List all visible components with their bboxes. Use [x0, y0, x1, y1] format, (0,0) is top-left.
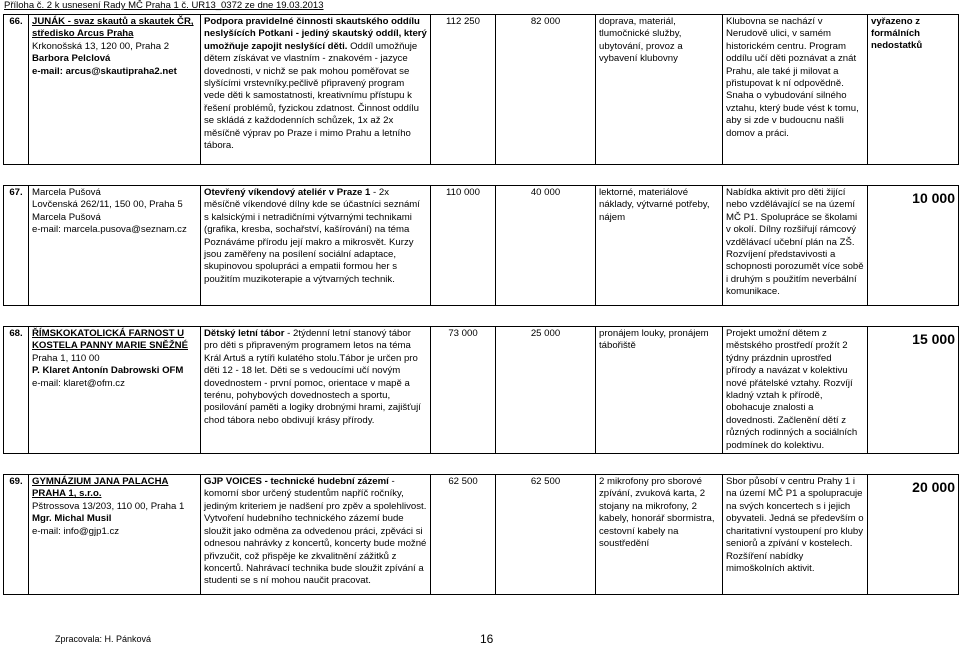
applicant-name: GYMNÁZIUM JANA PALACHA — [32, 476, 169, 488]
row-spacer — [4, 306, 959, 327]
contact-person: Mgr. Michal Musil — [32, 513, 112, 525]
purpose-cell: pronájem louky, pronájem tábořiště — [596, 327, 723, 454]
purpose-cell: lektorné, materiálové náklady, výtvarné potřeby, nájem — [596, 186, 723, 306]
grant-amount: vyřazeno z formálních nedostatků — [868, 15, 959, 165]
contact-email: e-mail: arcus@skautipraha2.net — [32, 65, 177, 77]
row-spacer — [4, 454, 959, 475]
row-number: 67. — [4, 186, 29, 306]
applicant-cell — [29, 15, 201, 165]
applicant-address: Lovčenská 262/11, 150 00, Praha 5 — [32, 199, 183, 211]
requested-amount: 62 500 — [496, 475, 596, 595]
justification-cell: Projekt umožní dětem z městského prostředí prožít 2 týdny prázdnin uprostřed přírody a navázat v kolektivu nové přátelské vztahy. Rozvíjí kladný vztah k přírodě, obohacuje znalosti a dovednosti. Začlenění dětí z různých rodinných a sociálních podmínek do kolektivu. — [723, 327, 868, 454]
applicant-name-2: PRAHA 1, s.r.o. — [32, 488, 102, 500]
total-cost: 73 000 — [431, 327, 496, 454]
requested-amount: 40 000 — [496, 186, 596, 306]
purpose-cell: doprava, materiál, tlumočnické služby, ubytování, provoz a vybavení klubovny — [596, 15, 723, 165]
applicant-name-2: středisko Arcus Praha — [32, 28, 134, 40]
grant-amount: 10 000 — [868, 186, 959, 306]
page-number: 16 — [480, 632, 494, 646]
grant-amount: 20 000 — [868, 475, 959, 595]
applicant-cell — [29, 475, 201, 595]
total-cost: 112 250 — [431, 15, 496, 165]
project-title: Podpora pravidelné činnosti skautského oddílu neslyšících Potkani - jediný skautský oddíl, který umožňuje zapojit neslyšící děti. — [204, 16, 427, 52]
requested-amount: 82 000 — [496, 15, 596, 165]
justification-cell: Sbor působí v centru Prahy 1 i na území MČ P1 a spolupracuje na svých koncertech s i jejich obyvateli. Jedná se především o charitativní vystoupení pro kluby seniorů a zpívání v kostelech. Rozšíření nabídky mimoškolních aktivit. — [723, 475, 868, 595]
table-row — [4, 15, 959, 165]
row-number: 66. — [4, 15, 29, 165]
contact-person: Barbora Pelclová — [32, 53, 111, 65]
applicant-address: Pštrossova 13/203, 110 00, Praha 1 — [32, 500, 185, 512]
contact-email: e-mail: info@gjp1.cz — [32, 525, 120, 537]
justification-cell: Nabídka aktivit pro děti žijící nebo vzdělávající se na území MČ P1. Spolupráce se školami v okolí. Dílny rozšiřují rámcový vzdělávací učební plán na ZŠ. Rozvíjení představivosti a schopnosti porozumět více sobě i druhým s použitím neverbální komunikace. — [723, 186, 868, 306]
grant-table — [3, 14, 959, 595]
project-description: - komorní sbor určený studentům napříč ročníky, jediným kriteriem je nadšení pro zpěv a spolehlivost. Vytvoření hudebního technického zázemí bude sloužit jako odměna za odvedenou práci, zpěváci si odnesou nahrávky z koncertů, koncerty bude možné přivzučit, což přispěje ke zkvalitnění zážitků z koncertů. Nahrávací technika bude sloužit zpívání a studenti se s ní mohou naučit pracovat. — [204, 476, 427, 587]
project-title: Otevřený víkendový ateliér v Praze 1 — [204, 187, 371, 198]
total-cost: 62 500 — [431, 475, 496, 595]
row-spacer — [4, 165, 959, 186]
contact-email: e-mail: klaret@ofm.cz — [32, 377, 125, 389]
project-description: Oddíl umožňuje dětem získávat ve vlastním - znakovém - jazyce dovednosti, v nichž se pak mohou poměřovat se slyšícími vrstevníky.pečlivě připravený program vede děti k samostatnosti, kreativnímu přístupu k řešení problémů, fyzickou zdatnost. Činnost oddílu se skládá z každodenních schůzek, 1x až 2x měsíčně výprav po Praze i mimo Prahu a letního tábora. — [204, 40, 419, 152]
project-cell — [201, 327, 431, 454]
project-cell — [201, 475, 431, 595]
requested-amount: 25 000 — [496, 327, 596, 454]
applicant-name: ŘÍMSKOKATOLICKÁ FARNOST U — [32, 328, 185, 339]
applicant-name-2: KOSTELA PANNY MARIE SNĚŽNÉ — [32, 340, 189, 352]
prepared-by: Zpracovala: H. Pánková — [55, 634, 152, 644]
row-number: 68. — [4, 327, 29, 454]
applicant-name: JUNÁK - svaz skautů a skautek ČR, — [32, 16, 194, 27]
project-description: - 2týdenní letní stanový tábor pro děti s připraveným programem letos na téma Král Artuš a rytíři kulatého stolu.Tábor je určen pro děti 12 - 18 let. Děti se s vedoucími učí novým dovednostem - první pomoc, orientace v mapě a terénu, pohybových dovednostech a sportu, posilování paměti a logiky drobnými hrami, zajišťují chod tábora nebo obdivují krásy přírody. — [204, 328, 421, 426]
row-number: 69. — [4, 475, 29, 595]
applicant-name: Marcela Pušová — [32, 187, 101, 198]
table-row — [4, 186, 959, 306]
project-description: - 2x měsíčně víkendové dílny kde se účastníci seznámí s kalsickými i netradičními výtvarnými technikami (grafika, kresba, sochařství, kašírování) na téma Poznáváme přírodu její makro a mikrosvět. Kurzy jsou zaměřeny na posílení sociální adaptace, skupinovou spolupráci a empatii formou her s použitím muzikoterapie a výtvarných technik. — [204, 187, 420, 285]
applicant-address: Praha 1, 110 00 — [32, 352, 100, 364]
contact-person: Marcela Pušová — [32, 211, 101, 223]
project-cell — [201, 186, 431, 306]
purpose-cell: 2 mikrofony pro sborové zpívání, zvuková karta, 2 stojany na mikrofony, 2 kabely, honorář sbormistra, cestovní kabely na soustředění — [596, 475, 723, 595]
total-cost: 110 000 — [431, 186, 496, 306]
table-row — [4, 475, 959, 595]
project-title: Dětský letní tábor — [204, 328, 285, 339]
grant-amount: 15 000 — [868, 327, 959, 454]
applicant-address: Krkonošská 13, 120 00, Praha 2 — [32, 40, 170, 52]
project-title: GJP VOICES - technické hudební zázemí — [204, 476, 389, 488]
document-header: Příloha č. 2 k usnesení Rady MČ Praha 1 č. UR13_0372 ze dne 19.03.2013 — [4, 0, 324, 11]
contact-email: e-mail: marcela.pusova@seznam.cz — [32, 224, 187, 236]
applicant-cell — [29, 327, 201, 454]
contact-person: P. Klaret Antonín Dabrowski OFM — [32, 365, 184, 377]
project-cell — [201, 15, 431, 165]
table-row — [4, 327, 959, 454]
justification-cell: Klubovna se nachází v Nerudově ulici, v samém historickém centru. Program oddílu učí děti poznávat a znát Prahu, ale také ji milovat a přistupovat k ní odpovědně. Snaha o vybudování silného vztahu, který bude vést k tomu, aby si zde v budoucnu našli domov a práci. — [723, 15, 868, 165]
applicant-cell — [29, 186, 201, 306]
